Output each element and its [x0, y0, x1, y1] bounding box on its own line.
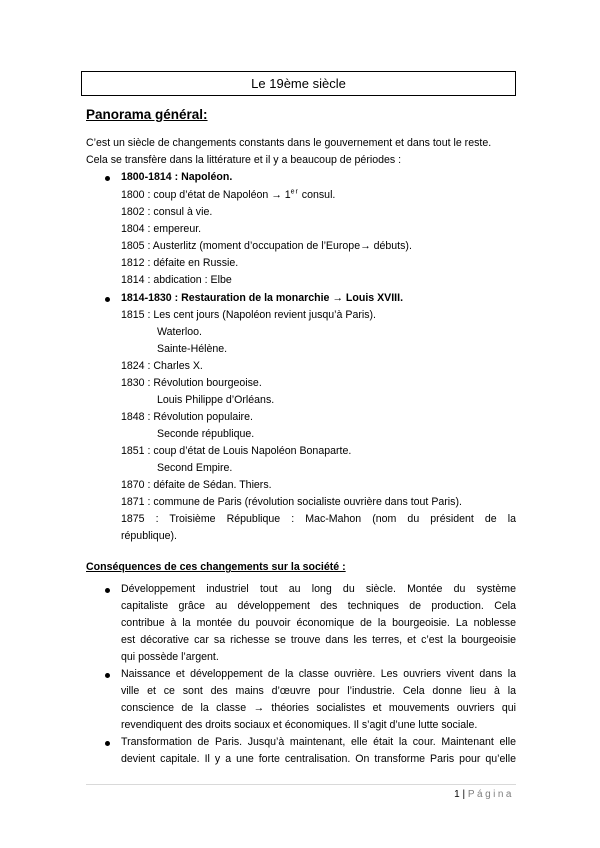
date-subline: Second Empire. [157, 462, 233, 474]
footer-divider [86, 784, 516, 785]
footer-separator: | [459, 789, 468, 800]
date-subline: Sainte-Hélène. [157, 343, 228, 355]
paragraph-line: ville et ce sont des mains d’œuvre pour l’industrie. Cela donne lieu à la [121, 685, 516, 697]
bullet-icon [105, 673, 110, 678]
bullet-icon [105, 588, 110, 593]
date-line: 1815 : Les cent jours (Napoléon revient jusqu’à Paris). [121, 309, 376, 321]
date-subline: Louis Philippe d’Orléans. [157, 394, 275, 406]
page-footer [454, 789, 514, 800]
intro-line: Cela se transfère dans la littérature et il y a beaucoup de périodes : [86, 154, 402, 166]
date-line: 1851 : coup d’état de Louis Napoléon Bonaparte. [121, 445, 352, 457]
paragraph-line: Naissance et développement de la classe ouvrière. Les ouvriers vivent dans la [121, 668, 516, 680]
paragraph-line: capitaliste grâce au développement des techniques de production. Cela [121, 600, 516, 612]
paragraph-line: conscience de la classe → théories socialistes et mouvements ouvriers qui [121, 702, 516, 714]
paragraph-line: devient capitale. Il y a une forte centralisation. On transforme Paris pour qu’elle [121, 753, 516, 765]
date-line: 1875 : Troisième République : Mac-Mahon (nom du président de la [121, 513, 516, 525]
date-line: 1830 : Révolution bourgeoise. [121, 377, 262, 389]
consequences-heading: Conséquences de ces changements sur la société : [86, 561, 346, 573]
date-subline: Seconde république. [157, 428, 255, 440]
date-line: 1802 : consul à vie. [121, 206, 213, 218]
date-line: 1805 : Austerlitz (moment d’occupation de l’Europe→ débuts). [121, 240, 412, 252]
period-heading-napoleon: 1800-1814 : Napoléon. [121, 171, 233, 183]
paragraph-line: Transformation de Paris. Jusqu’à maintenant, elle était la cour. Maintenant elle [121, 736, 516, 748]
paragraph-line: qui possède l’argent. [121, 651, 219, 663]
bullet-icon [105, 741, 110, 746]
date-line: 1800 : coup d’état de Napoléon → 1er consul. [121, 188, 336, 201]
bullet-icon [105, 297, 110, 302]
date-line: république). [121, 530, 177, 542]
bullet-icon [105, 176, 110, 181]
paragraph-line: Développement industriel tout au long du siècle. Montée du système [121, 583, 516, 595]
paragraph-line: est décorative car sa richesse se trouve dans les terres, et c’est la bourgeoisie [121, 634, 516, 646]
date-line: 1870 : défaite de Sédan. Thiers. [121, 479, 272, 491]
period-heading-restauration: 1814-1830 : Restauration de la monarchie → Louis XVIII. [121, 292, 404, 304]
panorama-heading: Panorama général: [86, 107, 208, 122]
page-label: Página [467, 789, 514, 800]
date-line: 1814 : abdication : Elbe [121, 274, 232, 286]
date-line: 1804 : empereur. [121, 223, 202, 235]
date-line: 1824 : Charles X. [121, 360, 203, 372]
date-line: 1812 : défaite en Russie. [121, 257, 239, 269]
paragraph-line: contribue à la montée du pouvoir économique de la bourgeoisie. La noblesse [121, 617, 516, 629]
page-title: Le 19ème siècle [81, 71, 516, 96]
intro-line: C’est un siècle de changements constants dans le gouvernement et dans tout le reste. [86, 137, 492, 149]
date-line: 1848 : Révolution populaire. [121, 411, 253, 423]
paragraph-line: revendiquent des droits sociaux et économiques. Il s’agit d’une lutte sociale. [121, 719, 478, 731]
page-number: 1 [454, 789, 460, 800]
date-subline: Waterloo. [157, 326, 202, 338]
date-line: 1871 : commune de Paris (révolution socialiste ouvrière dans tout Paris). [121, 496, 462, 508]
